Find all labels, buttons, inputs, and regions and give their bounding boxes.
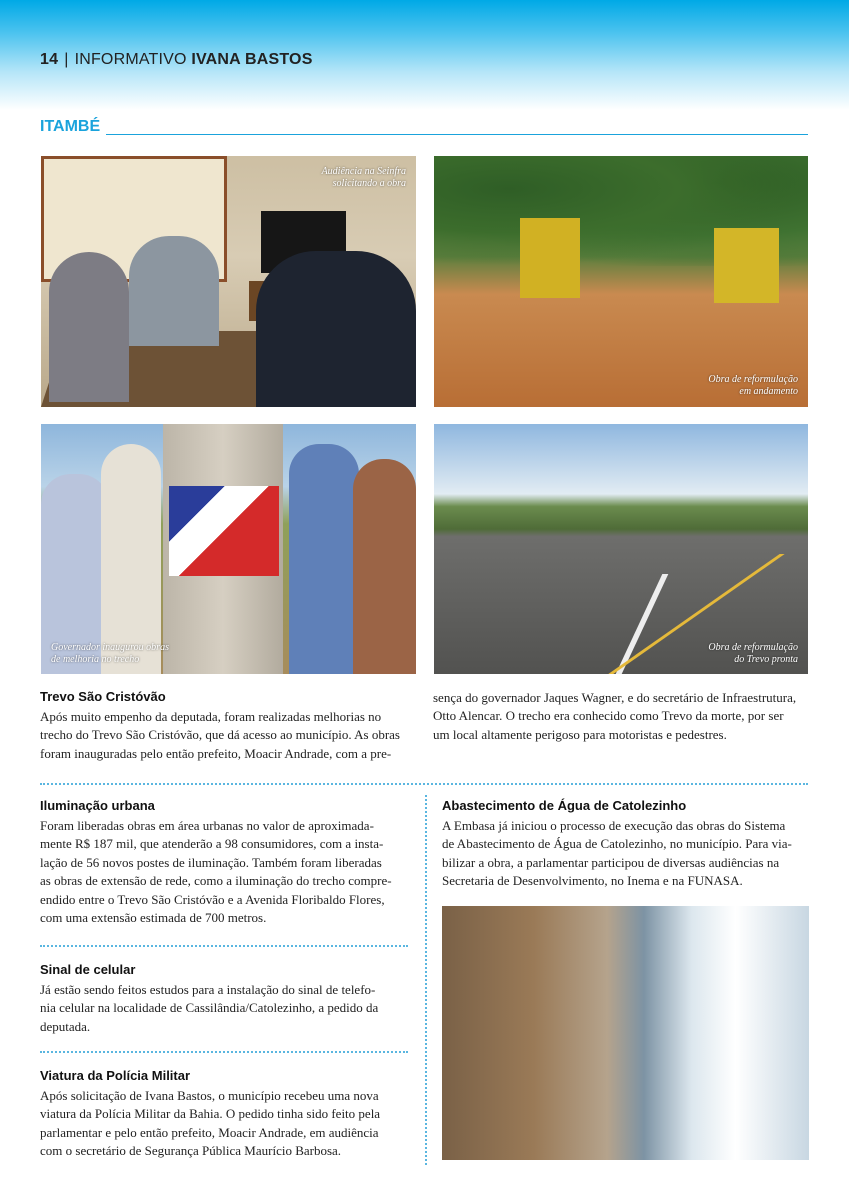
- section-divider: [40, 783, 808, 785]
- photo-caption-line: solicitando a obra: [332, 178, 406, 189]
- page-header: [40, 51, 313, 69]
- text-line: parlamentar e pelo então prefeito, Moacir Andrade, em audiência: [40, 1124, 379, 1140]
- photo-caption-line: Audiência na Seinfra: [321, 166, 406, 177]
- photo-caption-line: Governador inaugurou obras: [51, 642, 169, 653]
- text-line: foram inauguradas pelo então prefeito, Moacir Andrade, com a pre-: [40, 745, 392, 761]
- text-line: mente R$ 187 mil, que atenderão a 98 consumidores, com a insta-: [40, 836, 384, 852]
- photo-caption-line: do Trevo pronta: [734, 654, 798, 665]
- photo-waterfall: [442, 906, 809, 1160]
- photo-caption-line: Obra de reformulação: [708, 374, 798, 385]
- photo-person: [49, 252, 129, 402]
- photo-lane-marking: [616, 574, 669, 674]
- publication-name: IVANA BASTOS: [191, 51, 313, 68]
- section-title-rule: [106, 134, 808, 135]
- photo-finished-road: [434, 424, 808, 674]
- section-divider: [40, 1051, 408, 1053]
- photo-caption: [708, 374, 798, 398]
- text-line: Após solicitação de Ivana Bastos, o município recebeu uma nova: [40, 1088, 379, 1103]
- text-line: Secretaria de Desenvolvimento, no Inema e na FUNASA.: [442, 873, 743, 889]
- photo-inauguration: [41, 424, 416, 674]
- photo-person: [353, 459, 416, 674]
- text-line: viatura da Polícia Militar da Bahia. O pedido tinha sido feito pela: [40, 1106, 381, 1122]
- text-line: lação de 56 novos postes de iluminação. Também foram liberadas: [40, 854, 382, 870]
- text-line: A Embasa já iniciou o processo de execução das obras do Sistema: [442, 818, 786, 833]
- article-body: [40, 708, 417, 763]
- page-number: 14: [40, 51, 59, 68]
- photo-person: [101, 444, 161, 674]
- text-line: bilizar a obra, a parlamentar participou de diversas audiências na: [442, 854, 780, 870]
- article-title: Sinal de celular: [40, 962, 136, 977]
- text-line: sença do governador Jaques Wagner, e do secretário de Infraestrutura,: [433, 690, 797, 705]
- article-title: Viatura da Polícia Militar: [40, 1068, 191, 1083]
- header-separator: |: [64, 51, 69, 68]
- text-line: de Abastecimento de Água de Catolezinho, no município. Para via-: [442, 836, 792, 852]
- photo-caption: [322, 166, 406, 190]
- photo-grader-machine: [520, 218, 580, 298]
- photo-road-works: [434, 156, 808, 407]
- text-line: trecho do Trevo São Cristóvão, que dá acesso ao município. As obras: [40, 727, 400, 743]
- text-line: um local altamente perigoso para motoristas e pedestres.: [433, 726, 727, 742]
- publication-prefix: INFORMATIVO: [74, 51, 187, 68]
- photo-person: [256, 251, 416, 407]
- column-divider: [425, 795, 427, 1165]
- text-line: com o secretário de Segurança Pública Maurício Barbosa.: [40, 1143, 342, 1159]
- text-line: deputada.: [40, 1018, 91, 1034]
- photo-seinfra-meeting: [41, 156, 416, 407]
- text-line: nia celular na localidade de Cassilândia/Catolezinho, a pedido da: [40, 1000, 379, 1016]
- article-body: [40, 817, 408, 927]
- text-line: Após muito empenho da deputada, foram realizadas melhorias no: [40, 709, 382, 724]
- photo-person: [129, 236, 219, 346]
- article-title: Iluminação urbana: [40, 798, 155, 813]
- photo-caption-line: em andamento: [739, 386, 798, 397]
- article-body-continued: [433, 689, 809, 744]
- text-line: Já estão sendo feitos estudos para a instalação do sinal de telefo-: [40, 982, 376, 997]
- article-body: [442, 817, 809, 891]
- photo-grader-machine: [714, 228, 779, 303]
- text-line: Foram liberadas obras em área urbanas no valor de aproximada-: [40, 818, 374, 833]
- section-divider: [40, 945, 408, 947]
- photo-flag: [169, 486, 279, 576]
- photo-caption: [51, 642, 169, 666]
- section-title: ITAMBÉ: [40, 118, 101, 135]
- text-line: endido entre o Trevo São Cristóvão e a Avenida Floribaldo Flores,: [40, 891, 385, 907]
- photo-caption-line: de melhoria no trecho: [51, 654, 140, 665]
- photo-caption-line: Obra de reformulação: [708, 642, 798, 653]
- text-line: as obras de extensão de rede, como a iluminação do trecho compre-: [40, 873, 392, 889]
- article-title: Abastecimento de Água de Catolezinho: [442, 798, 687, 813]
- photo-person: [289, 444, 359, 674]
- photo-caption: [708, 642, 798, 666]
- article-body: [40, 1087, 408, 1161]
- text-line: com uma extensão estimada de 700 metros.: [40, 910, 267, 926]
- article-body: [40, 981, 408, 1036]
- text-line: Otto Alencar. O trecho era conhecido como Trevo da morte, por ser: [433, 708, 784, 724]
- article-title: Trevo São Cristóvão: [40, 689, 166, 704]
